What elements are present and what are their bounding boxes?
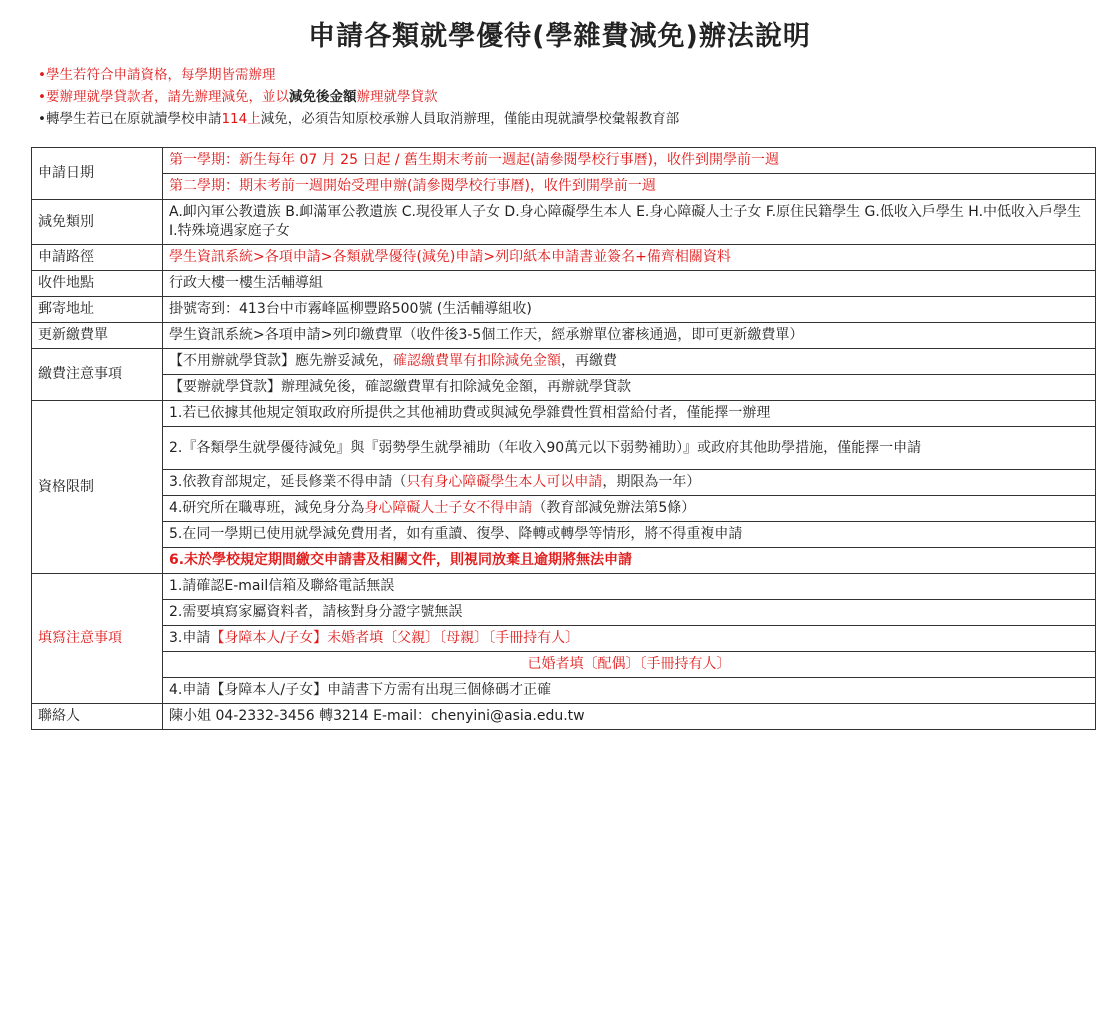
notes [38,64,679,130]
limit-item-4 [163,496,1096,522]
table-row [32,148,1096,174]
row-label-place: 收件地點 [32,271,163,297]
date-semester-2: 第二學期：期末考前一週開始受理申辦(請參閱學校行事曆)，收件到開學前一週 [163,174,1096,200]
pay-a-part-2: 確認繳費單有扣除減免金額 [393,353,561,369]
info-table [31,147,1096,730]
date-semester-1: 第一學期：新生每年 07 月 25 日起 / 舊生期末考前一週起(請參閱學校行事曆)，收件到開學前一週 [163,148,1096,174]
table-row [32,427,1096,470]
limit-item-2: 2.『各類學生就學優待減免』與『弱勢學生就學補助（年收入90萬元以下弱勢補助）』或政府其他助學措施，僅能擇一申請 [163,427,1096,470]
limit-item-1: 1.若已依據其他規定領取政府所提供之其他補助費或與減免學雜費性質相當給付者，僅能擇一辦理 [163,401,1096,427]
pay-item-b: 【要辦就學貸款】辦理減免後，確認繳費單有扣除減免金額，再辦就學貸款 [163,375,1096,401]
table-row [32,271,1096,297]
pay-a-part-1: 【不用辦就學貸款】應先辦妥減免， [169,353,393,369]
fill-3-part-a: 3.申請 [169,630,211,646]
limit-4-part-a: 4.研究所在職專班，減免身分為 [169,500,365,516]
pay-item-a [163,349,1096,375]
note-3 [38,108,679,130]
table-row [32,245,1096,271]
fill-item-1: 1.請確認E-mail信箱及聯絡電話無誤 [163,574,1096,600]
row-label-contact: 聯絡人 [32,704,163,730]
note-3-part-c: 減免，必須告知原校承辦人員取消辦理，僅能由現就讀學校彙報教育部 [260,111,680,127]
table-row [32,401,1096,427]
row-label-date: 申請日期 [32,148,163,200]
limit-3-part-c: ，期限為一年） [602,474,701,490]
fill-3-part-b: 【身障本人/子女】未婚者填〔父親〕〔母親〕〔手冊持有人〕 [210,630,580,646]
type-text: A.卹內軍公教遺族 B.卹滿軍公教遺族 C.現役軍人子女 D.身心障礙學生本人 E.身心障礙人士子女 F.原住民籍學生 G.低收入戶學生 H.中低收入戶學生 I.特殊境遇家庭子女 [163,200,1096,245]
table-row [32,574,1096,600]
note-2-part-a: •要辦理就學貸款者，請先辦理減免，並以 [38,89,289,105]
table-row [32,470,1096,496]
limit-4-part-c: （教育部減免辦法第5條） [532,500,696,516]
row-label-type: 減免類別 [32,200,163,245]
table-row [32,600,1096,626]
row-label-mail: 郵寄地址 [32,297,163,323]
fill-item-3 [163,626,1096,652]
table-row [32,375,1096,401]
table-row [32,200,1096,245]
note-3-part-b: 114上 [221,111,261,127]
table-row [32,323,1096,349]
limit-3-part-a: 3.依教育部規定，延長修業不得申請（ [169,474,407,490]
contact-text: 陳小姐 04-2332-3456 轉3214 E-mail：chenyini@asia.edu.tw [163,704,1096,730]
limit-item-3 [163,470,1096,496]
mail-text: 掛號寄到：413台中市霧峰區柳豐路500號 (生活輔導組收) [163,297,1096,323]
update-text: 學生資訊系統>各項申請>列印繳費單（收件後3-5個工作天，經承辦單位審核通過，即可更新繳費單） [163,323,1096,349]
note-3-part-a: •轉學生若已在原就讀學校申請 [38,111,222,127]
note-2 [38,86,679,108]
pay-a-part-3: ，再繳費 [561,353,617,369]
table-row [32,522,1096,548]
page-title: 申請各類就學優待(學雜費減免)辦法說明 [308,21,811,52]
table-row [32,652,1096,678]
fill-item-2: 2.需要填寫家屬資料者，請核對身分證字號無誤 [163,600,1096,626]
row-label-limit: 資格限制 [32,401,163,574]
row-label-update: 更新繳費單 [32,323,163,349]
note-1: •學生若符合申請資格，每學期皆需辦理 [38,67,276,83]
table-row [32,174,1096,200]
table-row [32,704,1096,730]
row-label-path: 申請路徑 [32,245,163,271]
row-label-fill: 填寫注意事項 [32,574,163,704]
note-2-part-b: 減免後金額 [288,89,357,105]
table-row [32,496,1096,522]
place-text: 行政大樓一樓生活輔導組 [163,271,1096,297]
table-row [32,349,1096,375]
table-row [32,678,1096,704]
limit-3-part-b: 只有身心障礙學生本人可以申請 [406,474,603,490]
fill-item-3-married: 已婚者填〔配偶〕〔手冊持有人〕 [163,652,1096,678]
table-row [32,548,1096,574]
limit-item-5: 5.在同一學期已使用就學減免費用者，如有重讀、復學、降轉或轉學等情形，將不得重複申請 [163,522,1096,548]
fill-item-4: 4.申請【身障本人/子女】申請書下方需有出現三個條碼才正確 [163,678,1096,704]
note-2-part-c: 辦理就學貸款 [356,89,438,105]
table-row [32,297,1096,323]
limit-4-part-b: 身心障礙人士子女不得申請 [364,500,533,516]
table-row [32,626,1096,652]
limit-item-6: 6.未於學校規定期間繳交申請書及相關文件，則視同放棄且逾期將無法申請 [163,548,1096,574]
row-label-pay: 繳費注意事項 [32,349,163,401]
path-text: 學生資訊系統>各項申請>各類就學優待(減免)申請>列印紙本申請書並簽名+備齊相關資料 [163,245,1096,271]
